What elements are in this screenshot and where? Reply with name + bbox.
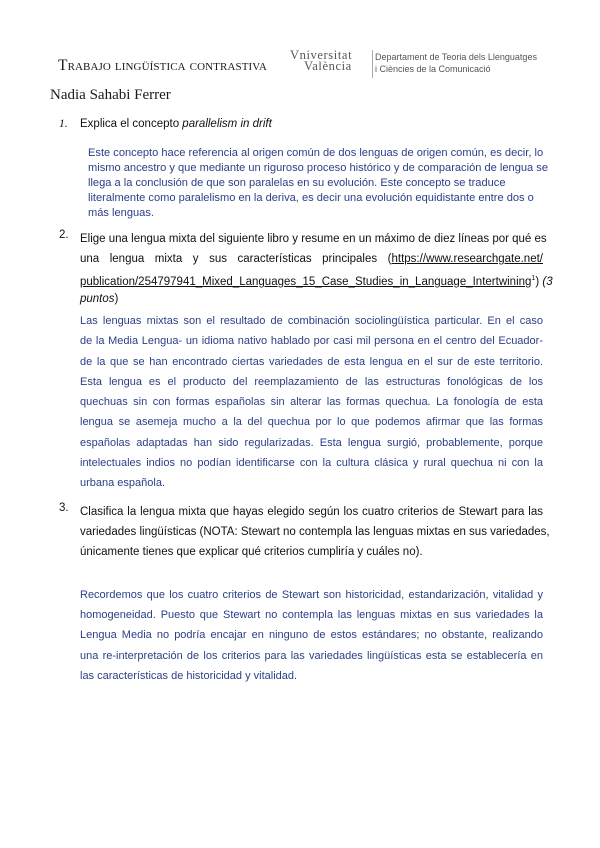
question-2-line <box>80 269 553 289</box>
question-1-number: 1. <box>59 118 68 130</box>
question-2-line2-text: una lengua mixta y sus características principales ( <box>80 253 392 265</box>
question-1 <box>80 118 272 130</box>
question-1-text: Explica el concepto <box>80 118 183 130</box>
footnote-marker[interactable]: 1 <box>531 275 536 282</box>
answer-2-line: de la Media Lengua- un idioma nativo hablado por casi mil persona en el centro del Ecuador- <box>80 335 543 348</box>
department-name <box>375 52 537 75</box>
answer-1-line: Este concepto hace referencia al origen común de dos lenguas de origen común, es decir, lo <box>88 147 544 159</box>
question-2-after-link: ) <box>535 275 543 288</box>
university-logo <box>290 50 372 76</box>
answer-3-line: Lengua Media no podría encajar en ninguno de estos estándares; no obstante, realizando <box>80 629 543 642</box>
author-name: Nadia Sahabi Ferrer <box>50 87 171 103</box>
question-3-number: 3. <box>59 502 69 514</box>
answer-2-line: lengua se asemeja mucho a la del quechua por lo que podemos afirmar que las formas <box>80 416 543 429</box>
question-2-line <box>80 289 543 309</box>
question-2 <box>80 229 553 309</box>
question-2-number: 2. <box>59 229 69 241</box>
question-2-points-b: puntos <box>80 293 115 305</box>
question-2-points-close: ) <box>114 293 119 305</box>
answer-1-line: llega a la conclusión de que son paralelas en su evolución. Este concepto se traduce <box>88 177 506 189</box>
question-2-points-a: (3 <box>542 275 553 288</box>
answer-3 <box>80 585 543 686</box>
researchgate-link-part-1[interactable]: https://www.researchgate.net/ <box>391 253 543 265</box>
question-2-line <box>80 249 543 269</box>
answer-1 <box>88 146 558 221</box>
answer-2-line: quechuas sin con formas españolas sin alterar las formas quechua. La fonología de esta <box>80 396 543 409</box>
answer-3-line: Recordemos que los cuatro criterios de Stewart son historicidad, estandarización, vitalidad y <box>80 589 543 601</box>
answer-3-line: una re-interpretación de los criterios para las variedades lingüísticas esta se establecería en <box>80 649 543 662</box>
logo-line-1: Vniversitat <box>290 48 353 62</box>
question-3-line: Clasifica la lengua mixta que hayas elegido según los cuatro criterios de Stewart para las <box>80 506 543 518</box>
question-3-line: únicamente tienes que explicar qué criterios cumpliría y cuáles no). <box>80 546 423 558</box>
logo-line-2: València <box>304 59 352 73</box>
answer-3-line: las características de historicidad y vitalidad. <box>80 669 298 682</box>
question-3-line: variedades lingüísticas (NOTA: Stewart no contempla las lenguas mixtas en sus variedades, <box>80 526 550 538</box>
answer-2-line: urbana española. <box>80 477 166 490</box>
answer-1-line: literalmente como paralelismo en la deriva, es decir una evolución equidistante entre dos o <box>88 192 534 204</box>
answer-2-line: de la que se han encontrado ciertas variedades de esta lengua en el sur de este territorio. <box>80 355 543 368</box>
question-2-line: Elige una lengua mixta del siguiente libro y resume en un máximo de diez líneas por qué es <box>80 233 547 245</box>
answer-1-line: mismo ancestro y que mediante un riguroso proceso histórico y de comparación de lengua se <box>88 162 549 174</box>
document-title: Trabajo lingüística contrastiva <box>58 57 267 74</box>
question-1-term: parallelism in drift <box>182 118 272 130</box>
department-line-2: i Ciències de la Comunicació <box>375 63 491 74</box>
question-3 <box>80 502 550 562</box>
answer-2-line: españolas adaptadas han sido regularizadas. Esta lengua surgió, probablemente, porque <box>80 436 543 449</box>
researchgate-link-part-2[interactable]: publication/254797941_Mixed_Languages_15_Case_Studies_in_Language_Intertwining <box>80 275 532 288</box>
answer-2-line: intelectuales indios no podían identificarse con la cultura clásica y rural quechua ni con la <box>80 457 543 470</box>
department-line-1: Departament de Teoria dels Llenguatges <box>375 52 537 62</box>
logo-divider <box>372 50 373 78</box>
answer-1-line: más lenguas. <box>88 207 154 219</box>
answer-2 <box>80 311 543 494</box>
answer-2-line: Esta lengua es el producto del reemplazamiento de las estructuras fonológicas de los <box>80 375 543 388</box>
answer-3-line: homogeneidad. Puesto que Stewart no contempla las lenguas mixtas en sus variedades la <box>80 609 543 622</box>
answer-2-line: Las lenguas mixtas son el resultado de combinación sociolingüística particular. En el caso <box>80 315 543 327</box>
